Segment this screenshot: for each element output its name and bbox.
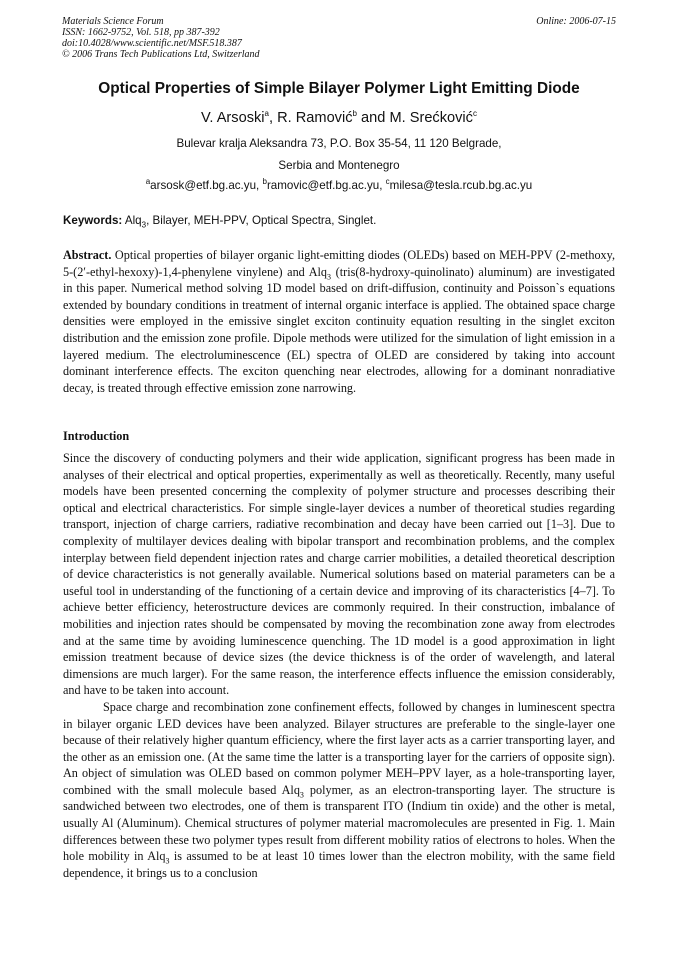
introduction-body bbox=[63, 450, 615, 881]
introduction-paragraph bbox=[63, 699, 615, 882]
abstract-text: (tris(8-hydroxy-quinolinato) aluminum) are investigated in this paper. Numerical method solving 1D model based on drift-diffusion, continuity and Poisson`s equations extended by boundary conditions in treatment of internal organic interface is applied. The obtained space charge densities were employed in the emissive singlet exciton continuity equation resulting in the singlet exciton distribution and the emission zone profile. Dipole methods were utilized for the simulation of light emission in a layered medium. The electroluminescence (EL) spectra of OLED are considered by taking into account dominant interference effects. The exciton quenching near electrodes, allowing for a dominant nonradiative decay, is treated through effective emission zone narrowing. bbox=[63, 264, 615, 395]
copyright-line: © 2006 Trans Tech Publications Ltd, Switzerland bbox=[62, 49, 260, 60]
keywords-label: Keywords: bbox=[63, 214, 123, 227]
issn-line: ISSN: 1662-9752, Vol. 518, pp 387-392 bbox=[62, 27, 220, 38]
affiliation-address: Bulevar kralja Aleksandra 73, P.O. Box 35-54, 11 120 Belgrade, bbox=[176, 137, 502, 150]
affiliation-country: Serbia and Montenegro bbox=[278, 159, 400, 172]
running-header bbox=[62, 16, 616, 60]
abstract-text: Optical properties of bilayer organic light-emitting diodes (OLEDs) based on MEH-PPV (2-methoxy, 5-(2′-ethyl-hexoxy)-1,4-phenylene vinylene) and Alq bbox=[63, 248, 615, 279]
section-heading-introduction: Introduction bbox=[63, 429, 130, 443]
subscript: 3 bbox=[141, 220, 147, 230]
author-separator: , bbox=[269, 110, 278, 126]
email-address: milesa@tesla.rcub.bg.ac.yu bbox=[389, 179, 533, 192]
doi-line: doi:10.4028/www.scientific.net/MSF.518.387 bbox=[62, 38, 242, 49]
keywords-text: Alq bbox=[122, 214, 142, 227]
keywords-text: , Bilayer, MEH-PPV, Optical Spectra, Singlet. bbox=[146, 214, 377, 227]
email-mark: a bbox=[145, 177, 151, 187]
author-separator: and bbox=[356, 110, 390, 126]
email-mark: b bbox=[262, 177, 267, 187]
author-name: M. Srećković bbox=[389, 110, 473, 126]
paragraph-text: Space charge and recombination zone confinement effects, followed by changes in luminescent spectra in bilayer organic LED devices have been analyzed. Bilayer structures are preferable to the single-layer one because of their relatively higher quantum efficiency, where the first layer acts as a carrier transporting layer, and the other as an emission one. (At the same time the latter is a transporting layer for the carriers of opposite sign). An object of simulation was OLED based on common polymer MEH–PPV layer, as a hole-transporting layer, combined with the small molecule based Alq bbox=[63, 699, 615, 797]
author-affil-mark: b bbox=[352, 109, 357, 119]
online-date: Online: 2006-07-15 bbox=[536, 16, 616, 27]
keywords-line bbox=[63, 214, 615, 230]
author-affil-mark: a bbox=[264, 109, 269, 119]
paragraph-text: is assumed to be at least 10 times lower than the electron mobility, with the same field dependence, it brings us to a conclusion bbox=[63, 849, 615, 880]
email-mark: c bbox=[385, 177, 390, 187]
abstract-paragraph bbox=[63, 247, 615, 396]
subscript: 3 bbox=[299, 790, 304, 800]
author-name: V. Arsoski bbox=[201, 110, 265, 126]
author-emails bbox=[40, 179, 638, 192]
publication-info bbox=[62, 16, 616, 60]
email-address: ramovic@etf.bg.ac.yu, bbox=[266, 179, 386, 192]
author-affil-mark: c bbox=[472, 109, 477, 119]
journal-name: Materials Science Forum bbox=[62, 16, 164, 27]
paragraph-text: polymer, as an electron-transporting layer. The structure is sandwiched between two electrodes, one of them is transparent ITO (Indium tin oxide) and the other is metal, usually Al (Aluminum). Chemical structures of polymer material macromolecules are presented in Fig. 1. Main differences between these two polymer types result from different mobility ratios of electrons to holes. When the hole mobility in Alq bbox=[63, 782, 615, 864]
author-list bbox=[40, 110, 638, 126]
email-address: arsosk@etf.bg.ac.yu, bbox=[150, 179, 263, 192]
introduction-paragraph: Since the discovery of conducting polymers and their wide application, significant progress has been made in analyses of their electrical and optical properties, experimentally as well as theoretically. Recently, many useful models have been presented concerning the complexity of polymer structure and processes describing their optical and electrical characteristics. For simple single-layer devices a number of theoretical studies regarding transport, injection of charge carriers, radiative recombination and decay have been carried out [1–3]. Due to complexity of multilayer devices dealing with bipolar transport and recombination problems, and the complex interplay between field dependent injection rates and charge carrier mobilities, a detailed theoretical description of device characteristics is not generally available. Numerical solutions based on material parameters can be a useful tool in understanding of the functioning of a certain device and improving of its characteristics [4–7]. To achieve better efficiency, heterostructure devices are commonly required. In their construction, imbalance of mobilities and injection rates should be compensated by moving the recombination zone away from electrodes and at the same time by avoiding luminescence quenching. The 1D model is a good approximation in light emission treatment because of device sizes (the device thickness is of the order of wavelength, and lateral dimensions are much larger). For the same reason, the interference effects influence the emission considerably, and have to be taken into account. bbox=[63, 451, 615, 698]
abstract-label: Abstract. bbox=[63, 248, 112, 262]
subscript: 3 bbox=[165, 856, 170, 866]
author-name: R. Ramović bbox=[277, 110, 353, 126]
paper-title: Optical Properties of Simple Bilayer Polymer Light Emitting Diode bbox=[98, 80, 580, 97]
subscript: 3 bbox=[327, 272, 332, 282]
